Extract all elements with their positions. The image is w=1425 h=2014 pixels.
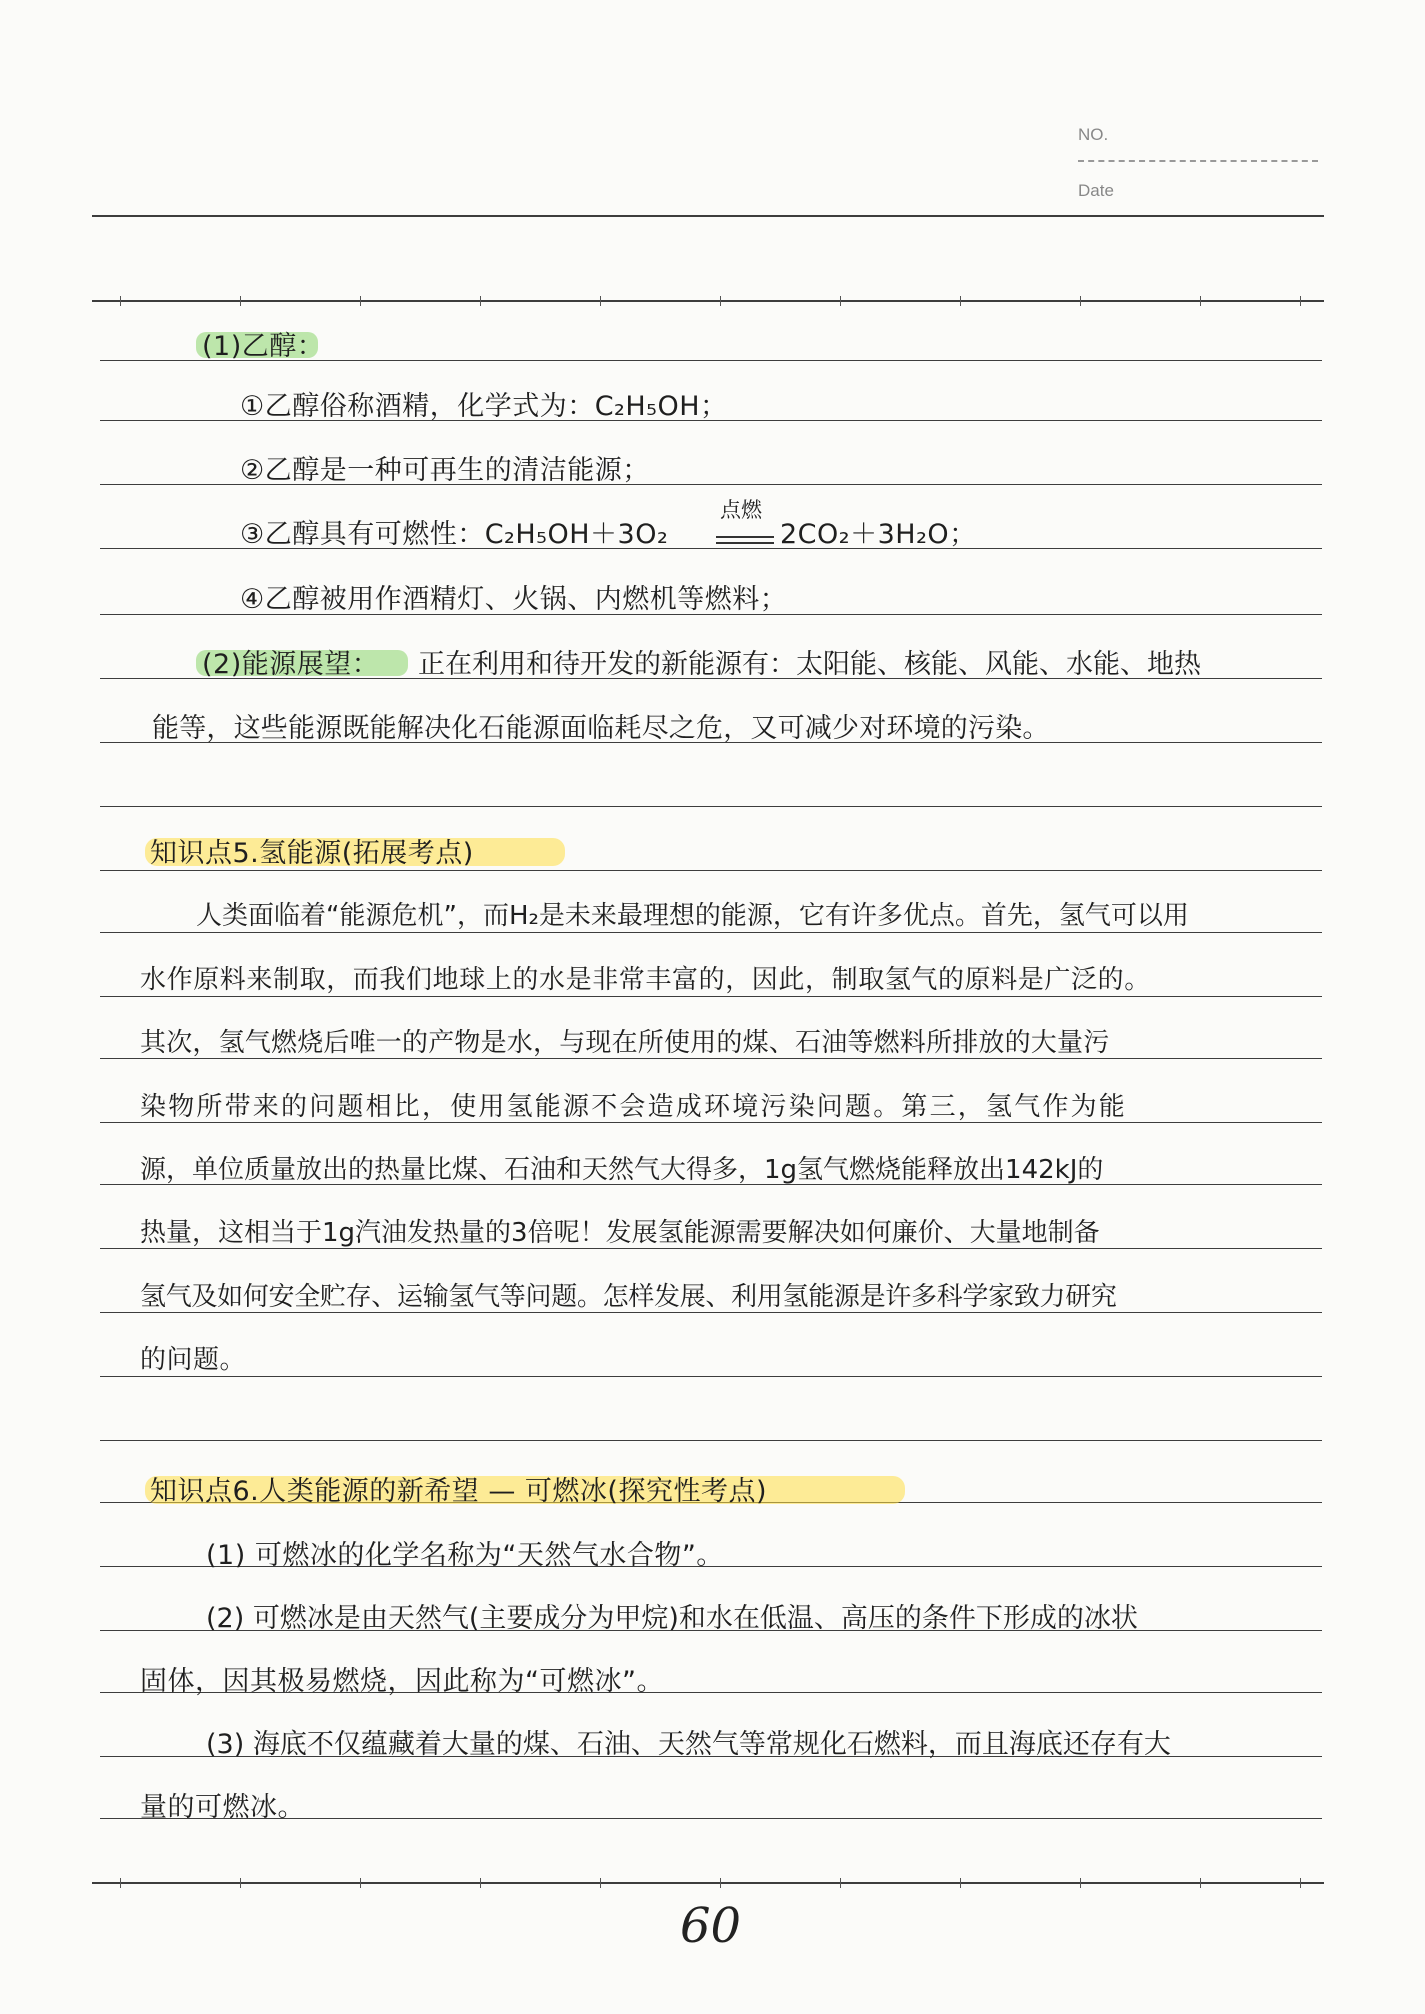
kp6-line-5: 量的可燃冰。 <box>140 1792 305 1823</box>
ruler-tick <box>360 296 361 306</box>
ruler-tick <box>480 296 481 306</box>
ruler-tick <box>120 296 121 306</box>
kp5-line-5: 源，单位质量放出的热量比煤、石油和天然气大得多，1g氢气燃烧能释放出142kJ的 <box>140 1155 1104 1185</box>
ruler-tick <box>1080 1878 1081 1888</box>
ruled-line <box>100 1440 1322 1441</box>
ruler-tick <box>600 1878 601 1888</box>
ruled-line <box>100 1376 1322 1377</box>
ruler-tick <box>1200 296 1201 306</box>
kp5-line-8: 的问题。 <box>140 1345 247 1375</box>
header-dashed-divider <box>1078 160 1318 162</box>
top-rule <box>92 215 1324 217</box>
equation-condition: 点燃 <box>720 498 762 522</box>
kp5-line-1: 人类面临着“能源危机”，而H₂是未来最理想的能源，它有许多优点。首先，氢气可以用 <box>196 901 1189 931</box>
equation-equals-bottom <box>716 542 774 544</box>
equation-products: 2CO₂＋3H₂O； <box>780 519 977 550</box>
ethanol-item-4: ④乙醇被用作酒精灯、火锅、内燃机等燃料； <box>240 584 788 615</box>
kp6-line-4: (3) 海底不仅蕴藏着大量的煤、石油、天然气等常规化石燃料，而且海底还存有大 <box>206 1729 1171 1760</box>
ruled-line <box>100 996 1322 997</box>
page-number: 60 <box>680 1898 742 1954</box>
kp6-line-1: (1) 可燃冰的化学名称为“天然气水合物”。 <box>206 1540 724 1571</box>
ruler-tick <box>1080 296 1081 306</box>
kp5-line-4: 染物所带来的问题相比，使用氢能源不会造成环境污染问题。第三，氢气作为能 <box>140 1092 1128 1122</box>
ethanol-item-3: ③乙醇具有可燃性：C₂H₅OH＋3O₂ <box>240 519 669 550</box>
ruled-line <box>100 932 1322 933</box>
ruler-tick <box>720 1878 721 1888</box>
kp6-line-2: (2) 可燃冰是由天然气(主要成分为甲烷)和水在低温、高压的条件下形成的冰状 <box>206 1603 1138 1634</box>
kp5-line-7: 氢气及如何安全贮存、运输氢气等问题。怎样发展、利用氢能源是许多科学家致力研究 <box>140 1282 1117 1312</box>
kp6-line-3: 固体，因其极易燃烧，因此称为“可燃冰”。 <box>140 1666 664 1697</box>
ruler-tick <box>720 296 721 306</box>
ruled-line <box>100 1058 1322 1059</box>
ruler-tick <box>960 296 961 306</box>
ruled-line <box>100 1248 1322 1249</box>
ruler-tick <box>480 1878 481 1888</box>
ruler-tick <box>120 1878 121 1888</box>
kp5-title: 知识点5.氢能源(拓展考点) <box>150 838 474 869</box>
ruler-tick <box>840 296 841 306</box>
ruled-line <box>100 1312 1322 1313</box>
kp5-line-6: 热量，这相当于1g汽油发热量的3倍呢！发展氢能源需要解决如何廉价、大量地制备 <box>140 1218 1100 1248</box>
ruler-tick <box>1300 1878 1301 1888</box>
ruler-tick <box>360 1878 361 1888</box>
ruled-line <box>100 870 1322 871</box>
header-date-label: Date <box>1078 181 1114 200</box>
ruler-tick <box>240 1878 241 1888</box>
ethanol-item-2: ②乙醇是一种可再生的清洁能源； <box>240 455 650 486</box>
ethanol-title: (1)乙醇： <box>202 331 325 362</box>
outlook-line-2: 能等，这些能源既能解决化石能源面临耗尽之危，又可减少对环境的污染。 <box>152 713 1050 744</box>
header-no-label: NO. <box>1078 125 1109 144</box>
ruler-tick <box>600 296 601 306</box>
kp6-title: 知识点6.人类能源的新希望 — 可燃冰(探究性考点) <box>150 1476 767 1507</box>
ethanol-item-1: ①乙醇俗称酒精，化学式为：C₂H₅OH； <box>240 391 728 422</box>
kp5-line-2: 水作原料来制取，而我们地球上的水是非常丰富的，因此，制取氢气的原料是广泛的。 <box>140 965 1151 995</box>
ruled-line <box>100 806 1322 807</box>
ruler-tick <box>960 1878 961 1888</box>
kp5-line-3: 其次，氢气燃烧后唯一的产物是水，与现在所使用的煤、石油等燃料所排放的大量污 <box>140 1028 1110 1058</box>
ruled-line <box>100 1122 1322 1123</box>
outlook-line-1: 正在利用和待开发的新能源有：太阳能、核能、风能、水能、地热 <box>418 649 1201 680</box>
equation-equals-top <box>716 536 774 538</box>
ruler-tick <box>240 296 241 306</box>
ruled-line <box>92 300 1324 302</box>
bottom-rule <box>92 1882 1324 1884</box>
outlook-title: (2)能源展望： <box>202 649 380 680</box>
ruler-tick <box>840 1878 841 1888</box>
ruler-tick <box>1300 296 1301 306</box>
ruler-tick <box>1200 1878 1201 1888</box>
